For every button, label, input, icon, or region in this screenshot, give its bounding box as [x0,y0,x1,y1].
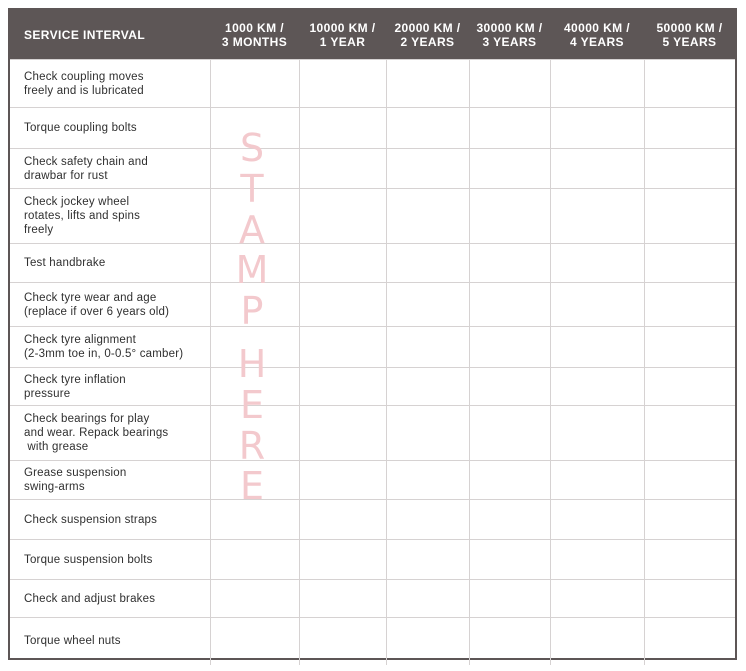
stamp-cell-interval-6[interactable] [644,60,735,108]
service-task-line: (2-3mm toe in, 0-0.5° camber) [24,348,184,360]
table-row [10,149,735,189]
service-task-line: with grease [24,441,89,453]
stamp-cell-interval-2[interactable] [299,108,386,149]
stamp-cell-interval-1[interactable] [210,189,299,244]
stamp-cell-interval-4[interactable] [469,108,550,149]
stamp-cell-interval-6[interactable] [644,618,735,665]
stamp-cell-interval-1[interactable] [210,60,299,108]
stamp-cell-interval-1[interactable] [210,283,299,327]
table-row [10,580,735,618]
service-task-line: Torque coupling bolts [24,122,137,134]
service-task-line: Grease suspension [24,467,127,479]
stamp-cell-interval-5[interactable] [550,540,644,580]
stamp-cell-interval-4[interactable] [469,244,550,283]
stamp-cell-interval-3[interactable] [386,60,469,108]
stamp-letter: R [238,423,266,468]
stamp-cell-interval-5[interactable] [550,406,644,461]
stamp-cell-interval-6[interactable] [644,540,735,580]
service-task-line: Torque wheel nuts [24,635,121,648]
stamp-cell-interval-5[interactable] [550,283,644,327]
stamp-cell-interval-4[interactable] [469,60,550,108]
stamp-cell-interval-2[interactable] [299,244,386,283]
stamp-letter: E [239,464,264,509]
service-task-line: drawbar for rust [24,169,108,182]
stamp-cell-interval-1[interactable] [210,580,299,618]
stamp-cell-interval-2[interactable] [299,283,386,327]
stamp-cell-interval-6[interactable] [644,327,735,368]
table-row [10,244,735,283]
stamp-cell-interval-1[interactable] [210,149,299,189]
stamp-cell-interval-4[interactable] [469,283,550,327]
service-task-line: pressure [24,387,71,400]
stamp-cell-interval-6[interactable] [644,500,735,540]
stamp-letter: P [240,289,264,334]
service-interval-header: SERVICE INTERVAL [10,10,210,60]
stamp-cell-interval-2[interactable] [299,60,386,108]
stamp-cell-interval-6[interactable] [644,368,735,406]
stamp-cell-interval-4[interactable] [469,580,550,618]
stamp-cell-interval-1[interactable] [210,327,299,368]
stamp-cell-interval-6[interactable] [644,149,735,189]
service-task-label [10,540,210,580]
table-row [10,60,735,108]
service-task-label [10,60,210,108]
service-task-line: swing-arms [24,481,85,493]
stamp-cell-interval-5[interactable] [550,149,644,189]
stamp-letter: E [239,382,264,427]
stamp-cell-interval-1[interactable] [210,108,299,149]
service-task-line: Check safety chain and [24,155,148,168]
stamp-letter: M [235,248,269,293]
stamp-cell-interval-1[interactable] [210,368,299,406]
stamp-cell-interval-5[interactable] [550,618,644,665]
service-task-line: and wear. Repack bearings [24,427,169,439]
stamp-cell-interval-5[interactable] [550,189,644,244]
stamp-letter: A [239,207,265,252]
service-task-label [10,244,210,283]
stamp-cell-interval-6[interactable] [644,108,735,149]
table-row [10,368,735,406]
service-task-label [10,580,210,618]
service-task-line: (replace if over 6 years old) [24,305,170,318]
stamp-cell-interval-2[interactable] [299,580,386,618]
table-row [10,406,735,461]
stamp-cell-interval-3[interactable] [386,461,469,500]
service-task-line: Check and adjust brakes [24,592,156,605]
stamp-cell-interval-1[interactable] [210,540,299,580]
interval-header-5: 40000 KM / 4 YEARS [550,10,644,60]
stamp-cell-interval-4[interactable] [469,189,550,244]
service-task-line: Check tyre alignment [24,334,137,346]
stamp-cell-interval-3[interactable] [386,580,469,618]
stamp-cell-interval-5[interactable] [550,244,644,283]
stamp-cell-interval-4[interactable] [469,461,550,500]
stamp-cell-interval-2[interactable] [299,149,386,189]
service-task-label [10,500,210,540]
stamp-cell-interval-4[interactable] [469,540,550,580]
stamp-cell-interval-1[interactable] [210,500,299,540]
stamp-cell-interval-6[interactable] [644,461,735,500]
stamp-cell-interval-2[interactable] [299,368,386,406]
stamp-cell-interval-3[interactable] [386,108,469,149]
table-row [10,618,735,665]
stamp-cell-interval-5[interactable] [550,108,644,149]
service-schedule-card [8,8,737,660]
stamp-cell-interval-4[interactable] [469,368,550,406]
stamp-cell-interval-3[interactable] [386,368,469,406]
stamp-cell-interval-5[interactable] [550,60,644,108]
stamp-cell-interval-6[interactable] [644,580,735,618]
stamp-cell-interval-2[interactable] [299,327,386,368]
stamp-cell-interval-5[interactable] [550,461,644,500]
table-row [10,500,735,540]
service-task-label [10,406,210,461]
stamp-cell-interval-3[interactable] [386,149,469,189]
service-task-label [10,108,210,149]
interval-header-1: 1000 KM / 3 MONTHS [210,10,299,60]
stamp-cell-interval-4[interactable] [469,500,550,540]
interval-header-6: 50000 KM / 5 YEARS [644,10,735,60]
service-interval-table [10,10,735,665]
stamp-cell-interval-3[interactable] [386,244,469,283]
service-tasks [10,60,735,665]
interval-header-2: 10000 KM / 1 YEAR [299,10,386,60]
stamp-cell-interval-5[interactable] [550,500,644,540]
stamp-cell-interval-5[interactable] [550,368,644,406]
stamp-cell-interval-3[interactable] [386,618,469,665]
table-row [10,108,735,149]
stamp-cell-interval-3[interactable] [386,406,469,461]
service-task-line: freely [24,224,54,236]
stamp-letter: T [240,166,264,211]
service-task-line: Test handbrake [24,257,106,269]
table-row [10,461,735,500]
service-task-label [10,618,210,665]
stamp-cell-interval-6[interactable] [644,189,735,244]
service-task-label [10,327,210,368]
stamp-cell-interval-4[interactable] [469,618,550,665]
stamp-cell-interval-2[interactable] [299,540,386,580]
header-row [10,10,735,60]
stamp-cell-interval-4[interactable] [469,149,550,189]
stamp-cell-interval-1[interactable] [210,461,299,500]
interval-header-4: 30000 KM / 3 YEARS [469,10,550,60]
service-task-label [10,368,210,406]
stamp-cell-interval-1[interactable] [210,618,299,665]
table-row [10,283,735,327]
service-task-line: Check tyre inflation [24,373,126,386]
table-row [10,540,735,580]
stamp-cell-interval-6[interactable] [644,406,735,461]
stamp-cell-interval-6[interactable] [644,244,735,283]
stamp-cell-interval-5[interactable] [550,580,644,618]
stamp-cell-interval-3[interactable] [386,189,469,244]
stamp-cell-interval-6[interactable] [644,283,735,327]
table-row [10,189,735,244]
stamp-cell-interval-3[interactable] [386,500,469,540]
stamp-cell-interval-2[interactable] [299,618,386,665]
stamp-letter: H [237,341,267,386]
stamp-cell-interval-4[interactable] [469,327,550,368]
stamp-cell-interval-5[interactable] [550,327,644,368]
service-task-line: Check jockey wheel [24,196,130,208]
stamp-cell-interval-2[interactable] [299,406,386,461]
stamp-letter: S [239,126,265,170]
stamp-cell-interval-4[interactable] [469,406,550,461]
service-task-line: Check tyre wear and age [24,291,157,304]
service-task-label [10,189,210,244]
stamp-cell-interval-1[interactable] [210,244,299,283]
service-task-label [10,461,210,500]
stamp-cell-interval-3[interactable] [386,283,469,327]
interval-header-3: 20000 KM / 2 YEARS [386,10,469,60]
stamp-cell-interval-2[interactable] [299,461,386,500]
service-task-label [10,283,210,327]
service-task-line: Torque suspension bolts [24,553,153,566]
service-task-line: freely and is lubricated [24,84,144,97]
service-task-line: Check suspension straps [24,513,158,526]
service-task-line: Check bearings for play [24,413,150,425]
stamp-cell-interval-2[interactable] [299,189,386,244]
service-task-label [10,149,210,189]
stamp-cell-interval-3[interactable] [386,327,469,368]
table-row [10,327,735,368]
service-task-line: rotates, lifts and spins [24,210,141,222]
service-task-line: Check coupling moves [24,70,144,83]
stamp-cell-interval-1[interactable] [210,406,299,461]
stamp-cell-interval-3[interactable] [386,540,469,580]
stamp-cell-interval-2[interactable] [299,500,386,540]
